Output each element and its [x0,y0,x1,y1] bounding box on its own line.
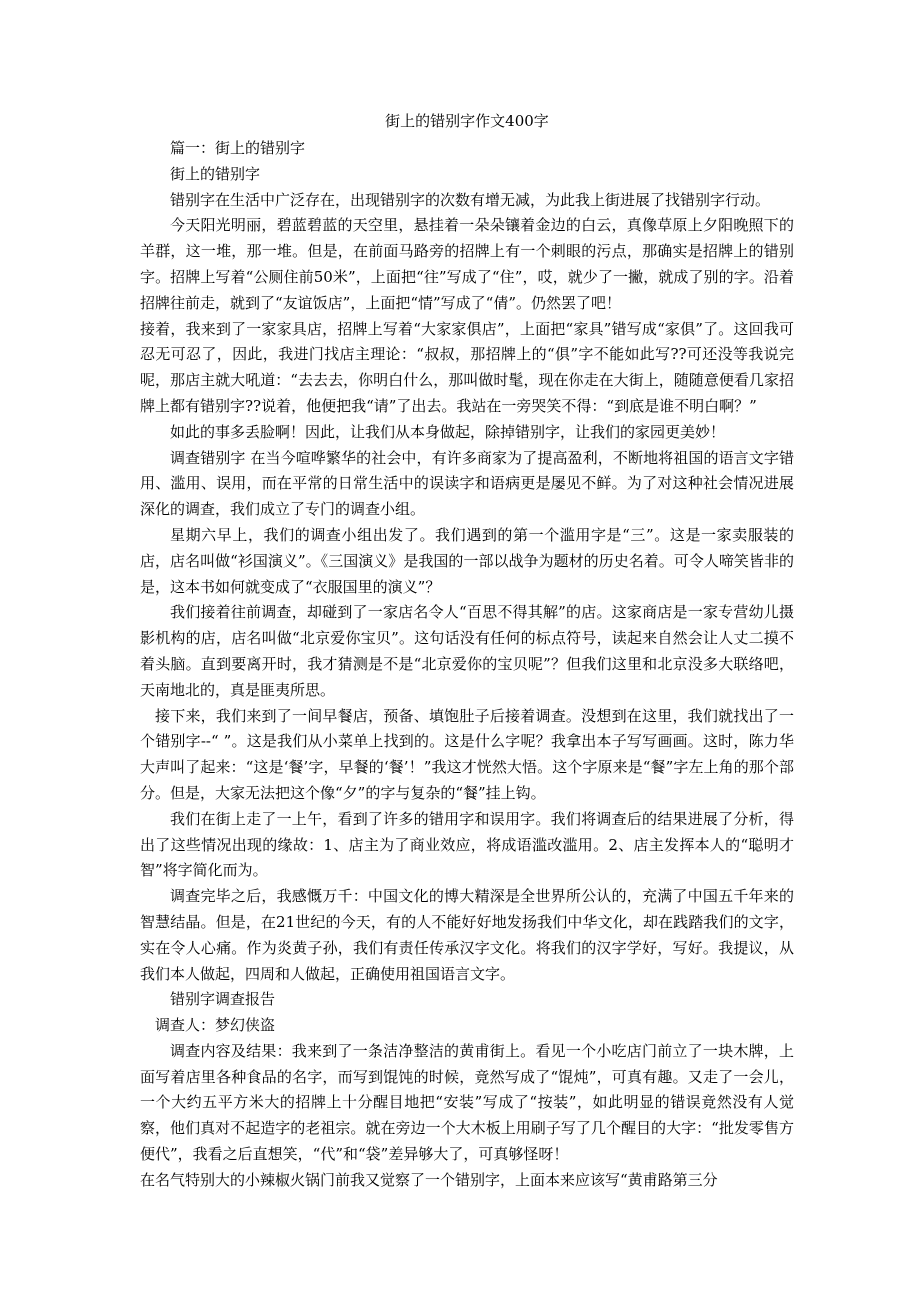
paragraph: 错别字在生活中广泛存在，出现错别字的次数有增无减，为此我上街进展了找错别字行动。 [170,190,771,209]
paragraph: 今天阳光明丽，碧蓝碧蓝的天空里，悬挂着一朵朵镶着金边的白云，真像草原上夕阳晚照下的羊群，这一堆，那一堆。但是，在前面马路旁的招牌上有一个刺眼的污点，那确实是招牌上的错别字。招牌上写着“公厕住前50米”，上面把“往”写成了“住”，哎，就少了一撇，就成了别的字。沿着招牌往前走，就到了“友谊饭店”，上面把“情”写成了“倩”。仍然罢了吧！ [140,216,794,312]
paragraph: 星期六早上，我们的调查小组出发了。我们遇到的第一个滥用字是“三”。这是一家卖服装的店，店名叫做“衫国演义”。《三国演义》是我国的一部以战争为题材的历史名着。可令人啼笑皆非的是，这本书如何就变成了“衣服国里的演义”？ [140,525,794,596]
paragraph: 我们接着往前调查，却碰到了一家店名令人“百思不得其解”的店。这家商店是一家专营幼儿摄影机构的店，店名叫做“北京爱你宝贝”。这句话没有任何的标点符号，读起来自然会让人丈二摸不着头脑。直到要离开时，我才猜测是不是“北京爱你的宝贝呢”？但我们这里和北京没多大联络吧，天南地北的，真是匪夷所思。 [140,603,794,699]
paragraph: 接着，我来到了一家家具店，招牌上写着“大家家俱店”，上面把“家具”错写成“家俱”了。这回我可忍无可忍了，因此，我进门找店主理论：“叔叔，那招牌上的“俱”字不能如此写??可还没等我说完呢，那店主就大吼道：“去去去，你明白什么，那叫做时髦，现在你走在大街上，随随意便看几家招牌上都有错别字??说着，他便把我“请”了出去。我站在一旁哭笑不得：“到底是谁不明白啊？” [140,319,794,415]
paragraph: 调查错别字 在当今喧哗繁华的社会中，有许多商家为了提高盈利，不断地将祖国的语言文字错用、滥用、误用，而在平常的日常生活中的误读字和语病更是屡见不鲜。为了对这种社会情况进展深化的调查，我们成立了专门的调查小组。 [140,448,794,519]
document-page [140,108,794,1194]
paragraph: 我们在街上走了一上午，看到了许多的错用字和误用字。我们将调查后的结果进展了分析，得出了这些情况出现的缘故：1、店主为了商业效应，将成语滥改滥用。2、店主发挥本人的“聪明才智”将字简化而为。 [140,809,794,880]
paragraph: 如此的事多丢脸啊！因此，让我们从本身做起，除掉错别字，让我们的家园更美妙！ [170,422,726,441]
paragraph: 在名气特别大的小辣椒火锅门前我又觉察了一个错别字，上面本来应该写“黄甫路第三分 [140,1170,718,1189]
document-title: 街上的错别字作文400字 [385,112,549,130]
document-body [140,136,794,1194]
paragraph: 调查人：梦幻侠盗 [155,1016,276,1035]
paragraph: 调查完毕之后，我感慨万千：中国文化的博大精深是全世界所公认的，充满了中国五千年来的智慧结晶。但是，在21世纪的今天，有的人不能好好地发扬我们中华文化，却在践踏我们的文字，实在令人心痛。作为炎黄子孙，我们有责任传承汉字文化。将我们的汉字学好，写好。我提议，从我们本人做起，四周和人做起，正确使用祖国语言文字。 [140,887,794,983]
paragraph: 接下来，我们来到了一间早餐店，预备、填饱肚子后接着调查。没想到在这里，我们就找出了一个错别字--“ ”。这是我们从小菜单上找到的。这是什么字呢？我拿出本子写写画画。这时，陈力华大声叫了起来：“这是‘餐’字，早餐的‘餐’！”我这才恍然大悟。这个字原来是“餐”字左上角的那个部分。但是，大家无法把这个像“夕”的字与复杂的“餐”挂上钩。 [140,706,794,802]
paragraph: 街上的错别字 [170,164,261,183]
paragraph: 调查内容及结果：我来到了一条洁净整洁的黄甫街上。看见一个小吃店门前立了一块木牌，上面写着店里各种食品的名字，而写到馄饨的时候，竟然写成了“馄炖”，可真有趣。又走了一会儿，一个大约五平方米大的招牌上十分醒目地把“安装”写成了“按装”，如此明显的错误竟然没有人觉察，他们真对不起造字的老祖宗。就在旁边一个大木板上用刷子写了几个醒目的大字：“批发零售方便代”，我看之后直想笑，“代”和“袋”差异够大了，可真够怪呀！ [140,1041,794,1164]
paragraph: 篇一：街上的错别字 [170,139,306,157]
paragraph: 错别字调查报告 [170,990,276,1009]
